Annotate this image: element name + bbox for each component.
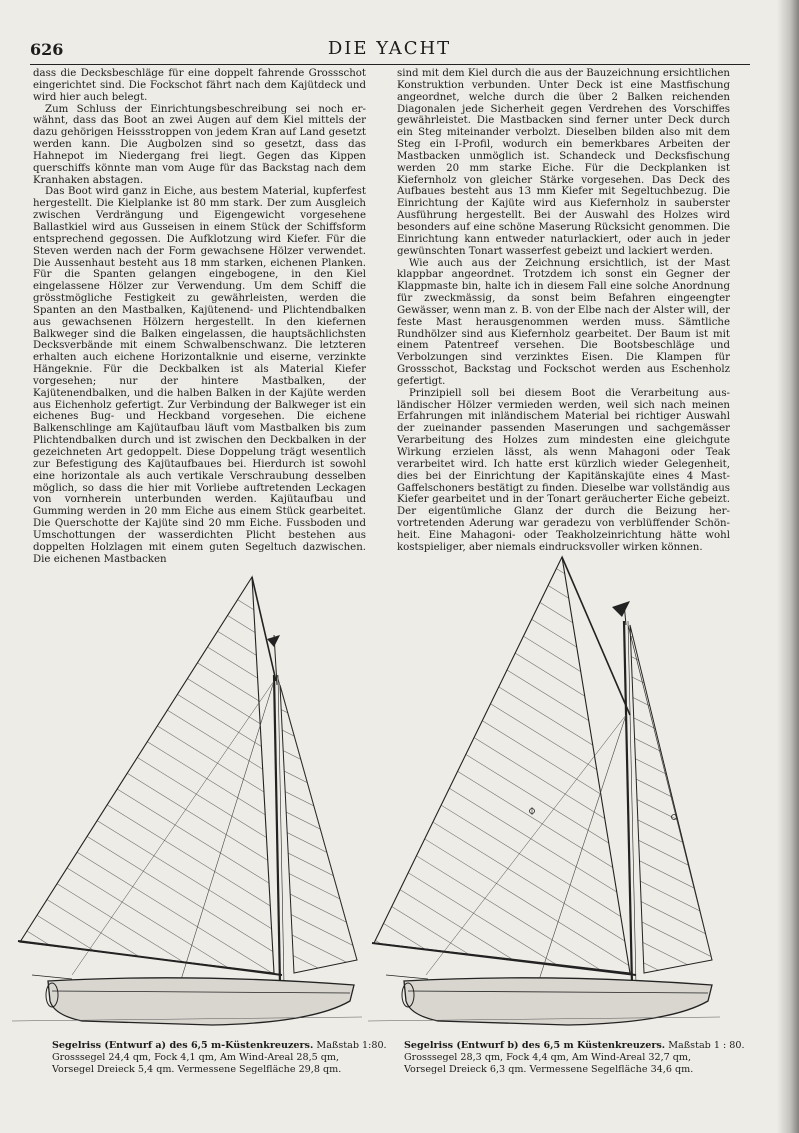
sail-seam (12, 1029, 362, 1033)
sail-seam (12, 743, 362, 1003)
sail-plan-figure-a (12, 555, 362, 1033)
sail-seam (368, 581, 720, 854)
page-edge-shadow (777, 0, 799, 1133)
sail-seam (368, 555, 720, 766)
sail-seam (252, 895, 362, 975)
sail-plan-drawing-b-icon (368, 555, 720, 1033)
header-rule (30, 64, 750, 65)
caption-title: Segelriss (Entwurf b) des 6,5 m Küstenkreuzers. (404, 1040, 666, 1051)
caption-line: Vorsegel Dreieck 5,4 qm. Vermessene Segelfläche 29,8 qm. (52, 1064, 342, 1075)
sail-seam (252, 655, 362, 735)
sail-seam (252, 695, 362, 775)
caption-title-line (52, 1040, 387, 1052)
sail-seam (368, 555, 720, 722)
running-head: DIE YACHT (327, 38, 452, 59)
sail-seam (252, 795, 362, 875)
sail-seam (12, 555, 362, 717)
sail-seam (12, 555, 362, 695)
figure-caption-a (52, 1040, 387, 1076)
sail-seam (252, 735, 362, 815)
sail-seam (12, 555, 362, 739)
sail-seam (252, 875, 362, 955)
paragraph: Zum Schluss der Einrichtungsbeschreibung sei noch erwähnt, dass das Boot an zwei Augen auf dem Kiel mittels der dazu gehörigen Heissstroppen von jedem Kran auf Land gesetzt werden kann. Die Augbolzen sind so gesetzt, dass das Hahnepot im Niedergang frei liegt. Gegen das Kippen querschiffs könnte man vom Auge für das Backstag nach dem Kranhaken abstagen. (33, 103, 366, 186)
caption-line: Grosssegel 24,4 qm, Fock 4,1 qm, Am Wind-Areal 28,5 qm, (52, 1052, 340, 1063)
paragraph: dass die Decksbeschläge für eine doppelt fahrende Grossschot eingerichtet sind. Die Fockschot fährt nach dem Kajütdeck und wird hier auch belegt. (33, 68, 366, 103)
sail-plan-drawing-a-icon (12, 555, 362, 1033)
paragraph: Das Boot wird ganz in Eiche, aus bestem Material, kupferfest hergestellt. Die Kielplanke ist 80 mm stark. Der zum Ausgleich zwischen Verdrängung und Eigengewicht vorgesehene Ballastkiel wird aus Gusseisen in einem Stück der Schiffsform entsprechend gegossen. Die Aufklotzung wird Kiefer. Für die Steven werden nach der Form gewachsene Hölzer verwendet. Die Aussenhaut besteht aus 18 mm starken, eichenen Planken. Für die Spanten gelangen eingebogene, in den Kiel eingelassene Hölzer zur Verwendung. Um dem Schiff die grösstmögliche Festigkeit zu gewährleisten, werden die Spanten an den Mastbalken, Kajütenend- und Plichtendbalken aus gewachsenen Hölzern hergestellt. In den kiefernen Balkweger sind die Balken eingelassen, die hauptsächlichsten Decksverbände mit einem Schwalbenschwanz. Die letzteren erhalten auch eichene Horizontalknie und eiserne, verzinkte Hängeknie. Für die Deckbalken ist als Material Kiefer vorgesehen; nur der hintere Mastbalken, der Kajütenendbalken, und die halben Balken in der Kajüte werden aus Eichenholz gefertigt. Zur Verbindung der Balkweger ist ein eichenes Bug- und Heckband vorgesehen. Die eichene Balkenschlinge am Kajütaufbau läuft vom Mastbalken bis zum Plichtendbalken durch und ist zwischen den Deckbalken in der gezeichneten Art gedoppelt. Diese Doppelung trägt wesentlich zur Befestigung des Kajütaufbaues bei. Hierdurch ist sowohl eine horizontale als auch vertikale Verschraubung desselben möglich, so dass die hier mit Vorliebe auftretenden Leckagen von vornherein unterbunden werden. Kajütaufbau und Gumming werden in 20 mm Eiche aus einem Stück gearbeitet. Die Querschotte der Kajüte sind 20 mm Eiche. Fussboden und Umschottungen der wasserdichten Plicht bestehen aus doppelten Holzlagen mit einem guten Segeltuch dazwischen. Die eichenen Mastbacken (33, 186, 366, 565)
sail-seam (368, 555, 720, 678)
paragraph: Wie auch aus der Zeichnung ersichtlich, ist der Mast klappbar angeordnet. Trotzdem ich sonst ein Gegner der Klappmaste bin, halte ich in diesem Fall eine solche Anordnung für zweckmässig, da sonst beim Befahren eingeengter Gewässer, wenn man z. B. von der Elbe nach der Alster will, der feste Mast herausgenommen werden muss. Sämtliche Rundhölzer sind aus Kiefernholz gearbeitet. Der Baum ist mit einem Patentreef versehen. Die Bootsbeschläge und Verbolzungen sind verzinktes Eisen. Die Klampen für Grossschot, Backstag und Fockschot werden aus Eschenholz gefertigt. (397, 257, 730, 387)
sail-seam (368, 625, 720, 898)
sail-seam (368, 669, 720, 942)
caption-scale: Maßstab 1:80. (316, 1040, 387, 1051)
sail-seam (368, 555, 720, 788)
caption-title: Segelriss (Entwurf a) des 6,5 m-Küstenkreuzers. (52, 1040, 314, 1051)
sail-seam (368, 691, 720, 964)
sail-seam (368, 555, 720, 744)
sail-seam (252, 615, 362, 695)
sail-seam (252, 755, 362, 835)
caption-scale: Maßstab 1 : 80. (668, 1040, 745, 1051)
paragraph: Prinzipiell soll bei diesem Boot die Verarbeitung ausländischer Hölzer vermieden werden, weil sich nach meinen Erfahrungen mit inländischem Material bei richtiger Auswahl der zueinander passenden Maserungen und sachgemässer Verarbeitung des Holzes zum mindesten eine gleichgute Wirkung erzielen lässt, als wenn Mahagoni oder Teak verarbeitet wird. Ich hatte erst kürzlich wieder Gelegenheit, dies bei der Einrichtung der Kapitänskajüte eines 4 Mast-Gaffelschoners bestätigt zu finden. Dieselbe war vollständig aus Kiefer gearbeitet und in der Tonart geräucherter Eiche gebeizt. Der eigentümliche Glanz der durch die Beizung hervortretenden Aderung war geradezu von verblüffender Schönheit. Eine Mahagoni- oder Teakholzeinrichtung hätte wohl kostspieliger, aber niemals eindrucksvoller wirken können. (397, 387, 730, 553)
left-text-column (33, 68, 366, 565)
caption-line: Grosssegel 28,3 qm, Fock 4,4 qm, Am Wind-Areal 32,7 qm, (404, 1052, 692, 1063)
caption-title-line (404, 1040, 745, 1052)
sail-seam (252, 675, 362, 755)
sail-seam (12, 555, 362, 761)
sail-seam (368, 559, 720, 832)
sail-seam (368, 713, 720, 986)
paragraph: sind mit dem Kiel durch die aus der Bauzeichnung ersichtlichen Konstruktion verbunden. Unter Deck ist eine Mastfischung angeordnet, welche durch die über 2 Balken reichenden Diagonalen jede Sicherheit gegen Verdrehen des Vorschiffes gewährleistet. Die Mastbacken sind ferner unter Deck durch ein Steg miteinander verbolzt. Dieselben bilden also mit dem Steg ein I-Profil, wodurch ein bemerkbares Arbeiten der Mastbacken unmöglich ist. Schandeck und Decksfischung werden 20 mm starke Eiche. Für die Deckplanken ist Kiefernholz von gleicher Stärke vorgesehen. Das Deck des Aufbaues besteht aus 13 mm Kiefer mit Segeltuchbezug. Die Einrichtung der Kajüte wird aus Kiefernholz in sauberster Ausführung hergestellt. Bei der Auswahl des Holzes wird besonders auf eine schöne Maserung Rücksicht genommen. Die Einrichtung kann entweder naturlackiert, oder auch in jeder gewünschten Tonart wasserfest gebeizt und lackiert werden. (397, 68, 730, 257)
right-text-column (397, 68, 730, 554)
sail-plan-figure-b (368, 555, 720, 1033)
caption-line: Vorsegel Dreieck 6,3 qm. Vermessene Segelfläche 34,6 qm. (404, 1064, 694, 1075)
sail-seam (368, 555, 720, 700)
figure-caption-b (404, 1040, 745, 1076)
sail-seam (368, 647, 720, 920)
sail-seam (12, 555, 362, 783)
page-number: 626 (30, 40, 64, 59)
sail-seam (252, 775, 362, 855)
